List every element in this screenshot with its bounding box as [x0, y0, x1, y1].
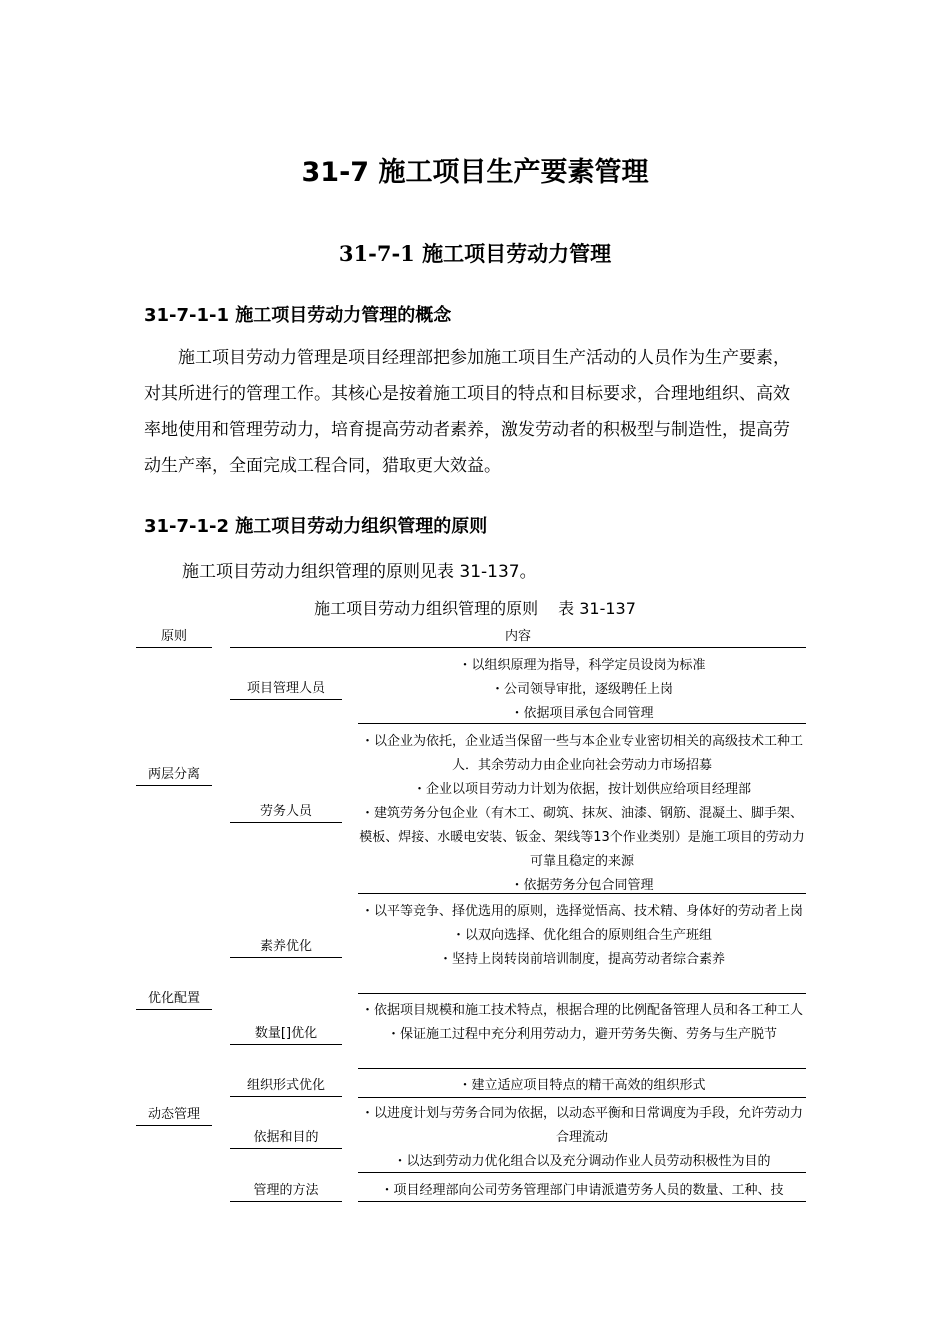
- group-label: 动态管理: [136, 1105, 212, 1126]
- page-title: 31-7 施工项目生产要素管理: [301, 157, 649, 188]
- row-content: [358, 999, 806, 1047]
- sub-label: 项目管理人员: [230, 679, 342, 700]
- row-content: [358, 1179, 806, 1203]
- row-rule: [358, 1097, 806, 1098]
- row-rule: [358, 1172, 806, 1173]
- section-title: 31-7-1 施工项目劳动力管理: [338, 241, 612, 266]
- sub-label: 依据和目的: [230, 1128, 342, 1149]
- content-line: ・建立适应项目特点的精干高效的组织形式: [458, 1078, 706, 1093]
- content-line: ・依据劳务分包合同管理: [510, 878, 654, 893]
- row-content: [358, 730, 806, 898]
- sub-label: 管理的方法: [230, 1181, 342, 1202]
- sub-label: 数量[]优化: [230, 1024, 342, 1045]
- concept-paragraph: [144, 340, 806, 484]
- content-line: ・以达到劳动力优化组合以及充分调动作业人员劳动积极性为目的: [393, 1154, 771, 1169]
- content-line: ・公司领导审批，逐级聘任上岗: [490, 682, 673, 697]
- row-content: [358, 1102, 806, 1174]
- sub-label: 劳务人员: [230, 802, 342, 823]
- row-rule: [358, 1068, 806, 1069]
- group-label: 两层分离: [136, 765, 212, 786]
- sub-label: 素养优化: [230, 937, 342, 958]
- row-content: [358, 1074, 806, 1098]
- table-number: 表 31-137: [558, 599, 636, 618]
- table-caption: [0, 596, 950, 619]
- concept-text: 施工项目劳动力管理是项目经理部把参加施工项目生产活动的人员作为生产要素，对其所进行的管理工作。其核心是按着施工项目的特点和目标要求，合理地组织、高效率地使用和管理劳动力，培育提高劳动者素养，激发劳动者的积极型与制造性，提高劳动生产率，全面完成工程合同，猎取更大效益。: [144, 348, 790, 476]
- content-line: ・建筑劳务分包企业（有木工、砌筑、抹灰、油漆、钢筋、混凝土、脚手架、模板、焊接、水暖电安装、钣金、架线等13个作业类别）是施工项目的劳动力可靠且稳定的来源: [359, 806, 805, 869]
- row-rule: [358, 893, 806, 894]
- content-line: ・依据项目规模和施工技术特点，根据合理的比例配备管理人员和各工种工人: [360, 1003, 803, 1018]
- content-line: ・企业以项目劳动力计划为依据，按计划供应给项目经理部: [412, 782, 751, 797]
- principles-intro: 施工项目劳动力组织管理的原则见表 31-137。: [182, 562, 537, 582]
- section-heading-concept: 31-7-1-1 施工项目劳动力管理的概念: [144, 305, 452, 326]
- header-principle: 原则: [136, 627, 212, 648]
- header-rule: [230, 647, 806, 648]
- row-rule: [358, 1201, 806, 1202]
- content-line: ・以组织原理为指导，科学定员设岗为标准: [458, 658, 706, 673]
- section-heading-principles: 31-7-1-2 施工项目劳动力组织管理的原则: [144, 516, 488, 537]
- content-line: ・项目经理部向公司劳务管理部门申请派遣劳务人员的数量、工种、技: [380, 1183, 784, 1198]
- row-rule: [358, 993, 806, 994]
- row-rule: [358, 723, 806, 724]
- content-line: ・以平等竞争、择优选用的原则，选择觉悟高、技术精、身体好的劳动者上岗: [360, 904, 803, 919]
- content-line: ・以进度计划与劳务合同为依据，以动态平衡和日常调度为手段，允许劳动力合理流动: [360, 1106, 803, 1145]
- content-line: ・坚持上岗转岗前培训制度，提高劳动者综合素养: [438, 952, 725, 967]
- row-content: [358, 900, 806, 972]
- row-content: [358, 654, 806, 726]
- content-line: ・以企业为依托，企业适当保留一些与本企业专业密切相关的高级技术工种工人．其余劳动力由企业向社会劳动力市场招募: [360, 734, 803, 773]
- table-caption-text: 施工项目劳动力组织管理的原则: [314, 599, 539, 618]
- sub-label: 组织形式优化: [230, 1076, 342, 1097]
- content-line: ・依据项目承包合同管理: [510, 706, 654, 721]
- header-content: 内容: [504, 629, 531, 644]
- content-line: ・保证施工过程中充分利用劳动力，避开劳务失衡、劳务与生产脱节: [386, 1027, 777, 1042]
- content-line: ・以双向选择、优化组合的原则组合生产班组: [451, 928, 712, 943]
- group-label: 优化配置: [136, 989, 212, 1010]
